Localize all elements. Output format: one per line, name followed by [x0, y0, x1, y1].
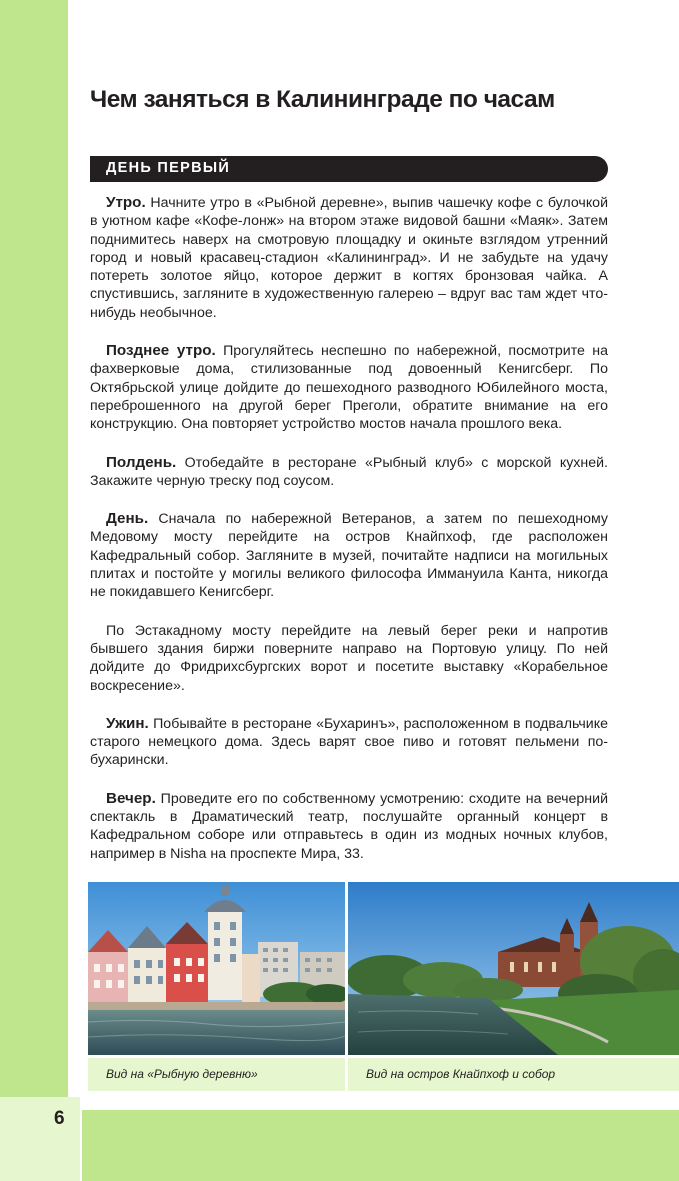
paragraph-lead: Полдень.: [106, 453, 177, 471]
page-number-box: [0, 1097, 80, 1181]
section-header-label: ДЕНЬ ПЕРВЫЙ: [106, 160, 231, 176]
paragraph-lead: Утро.: [106, 194, 146, 211]
caption-strip-right: [348, 1058, 679, 1091]
paragraph-text: Отобедайте в ресторане «Рыбный клуб» с морской кухней. Закажите черную треску под соусом.: [90, 454, 608, 489]
page-number: 6: [54, 1108, 65, 1129]
paragraph-text: Начните утро в «Рыбной деревне», выпив чашечку кофе с булочкой в уютном кафе «Кофе-лонж» на втором этаже видовой башни «Маяк». Затем поднимитесь наверх на смотровую площадку и окиньте взглядом утренний город и новый красавец-стадион «Калининград». И не забудьте на удачу потереть золотое яйцо, которое держит в когтях бронзовая чайка. А спустившись, загляните в художественную галерею – вдруг вас там ждет что-нибудь необычное.: [90, 195, 608, 321]
photo-caption: Вид на «Рыбную деревню»: [106, 1067, 258, 1081]
photo-caption: Вид на остров Кнайпхоф и собор: [366, 1067, 556, 1081]
paragraph-lead: Ужин.: [106, 714, 149, 732]
paragraph-lead: Позднее утро.: [106, 342, 216, 360]
photo-kneiphof-cathedral: [348, 882, 679, 1055]
paragraph-day: [90, 510, 608, 601]
section-header-bar: [90, 156, 608, 182]
paragraph-text: По Эстакадному мосту перейдите на левый берег реки и напротив бывшего здания биржи поверните направо на Портовую улицу. По ней дойдите до Фридрихсбургских ворот и посетите выставку «Корабельное воскресение».: [90, 622, 608, 694]
sidebar-color-band: [0, 0, 68, 1110]
paragraph-text: Прогуляйтесь неспешно по набережной, посмотрите на фахверковые дома, стилизованные под довоенный Кенигсберг. По Октябрьской улице дойдите до пешеходного разводного Юбилейного моста, переброшенного на другой берег Преголи, обратите внимание на его конструкцию. Она повторяет устройство мостов начала прошлого века.: [90, 343, 609, 433]
paragraph-noon: [90, 454, 608, 491]
paragraph-afternoon: [90, 622, 608, 695]
paragraph-late-morning: [90, 342, 608, 433]
paragraph-lead: Вечер.: [106, 789, 156, 807]
paragraph-dinner: [90, 715, 608, 770]
article-body: [90, 194, 608, 883]
paragraph-text: Проведите его по собственному усмотрению: сходите на вечерний спектакль в Драматический театр, послушайте органный концерт в Кафедральном соборе или отправьтесь в один из модных ночных клубов, например в Nisha на проспекте Мира, 33.: [90, 790, 608, 862]
paragraph-lead: День.: [106, 510, 149, 528]
paragraph-text: Сначала по набережной Ветеранов, а затем по пешеходному Медовому мосту перейдите на остров Кнайпхоф, где расположен Кафедральный собор. Загляните в музей, почитайте надписи на могильных плитах и постойте у могилы великого философа Иммануила Канта, никогда не покидавшего Кенигсберг.: [90, 511, 608, 601]
photo-fishing-village: [88, 882, 345, 1055]
page-title: Чем заняться в Калининграде по часам: [90, 86, 555, 113]
paragraph-morning: [90, 194, 608, 322]
caption-strip-left: [88, 1058, 345, 1091]
paragraph-evening: [90, 790, 608, 863]
paragraph-text: Побывайте в ресторане «Бухаринъ», расположенном в подвальчике старого немецкого дома. Здесь варят свое пиво и готовят пельмени по-бухарински.: [90, 715, 608, 769]
footer-color-band: [82, 1110, 679, 1181]
